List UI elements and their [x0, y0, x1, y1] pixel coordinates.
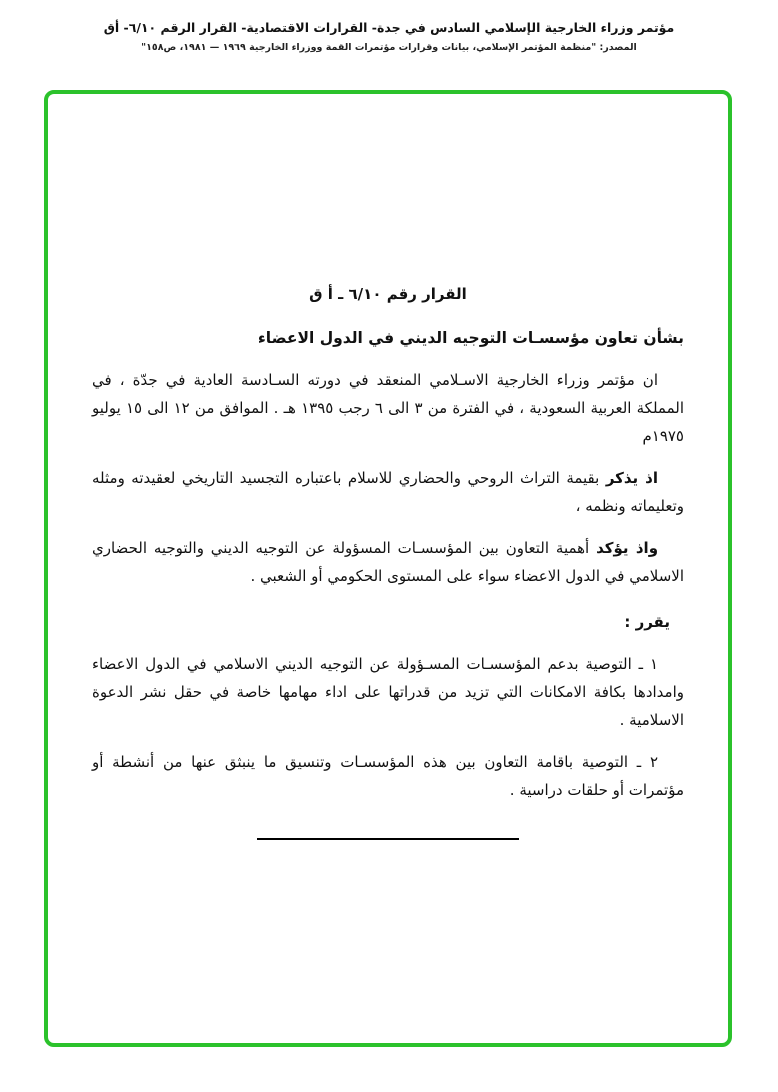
- preamble-paragraph: [92, 366, 684, 450]
- header-source-line: المصدر: "منظمة المؤتمر الإسلامي، بيانات وقرارات مؤتمرات القمة ووزراء الخارجية ١٩٦٩ — ١٩٨١، ص١٥٨": [141, 42, 637, 53]
- green-border-frame: [44, 90, 732, 1047]
- affirming-paragraph: [92, 534, 684, 590]
- decision-label: يقرر :: [624, 613, 670, 631]
- recalling-paragraph: [92, 464, 684, 520]
- paragraph-text: أهمية التعاون بين المؤسسـات المسؤولة عن التوجيه الديني والتوجيه الحضاري الاسلامي في الدول الاعضاء سواء على المستوى الحكومي أو الشعبي .: [92, 539, 684, 585]
- document-header: [0, 20, 778, 53]
- decision-item-1: ١ ـ التوصية بدعم المؤسسـات المسـؤولة عن التوجيه الديني الاسلامي في الدول الاعضاء وامدادها بكافة الامكانات التي تزيد من قدراتها على اداء مهامها خاصة في حقل نشر الدعوة الاسلامية .: [92, 655, 684, 729]
- paragraph-lead: واذ يؤكد: [596, 539, 659, 557]
- paragraph-lead: اذ يذكر: [605, 469, 658, 487]
- paragraph-text: ان مؤتمر وزراء الخارجية الاسـلامي المنعقد في دورته السـادسة العادية في جدّة ، في المملكة العربية السعودية ، في الفترة من ٣ الى ٦ رجب ١٣٩٥ هـ . الموافق من ١٢ الى ١٥ يوليو ١٩٧٥م: [92, 371, 684, 445]
- resolution-subject: بشأن تعاون مؤسسـات التوجيه الديني في الدول الاعضاء: [257, 329, 684, 347]
- decision-item-2: ٢ ـ التوصية باقامة التعاون بين هذه المؤسسـات وتنسيق ما ينبثق عنها من أنشطة أو مؤتمرات أو حلقات دراسية .: [92, 753, 684, 799]
- end-divider-line: [257, 838, 519, 840]
- paragraph-text: بقيمة التراث الروحي والحضاري للاسلام باعتباره التجسيد التاريخي لعقيدته ومثله وتعليماته ونظمه ،: [92, 469, 684, 515]
- header-title: مؤتمر وزراء الخارجية الإسلامي السادس في جدة- القرارات الاقتصادية- القرار الرقم ٦/١٠- أق: [103, 20, 675, 35]
- resolution-title: القرار رقم ٦/١٠ ـ أ ق: [309, 285, 467, 303]
- document-body: [48, 94, 728, 840]
